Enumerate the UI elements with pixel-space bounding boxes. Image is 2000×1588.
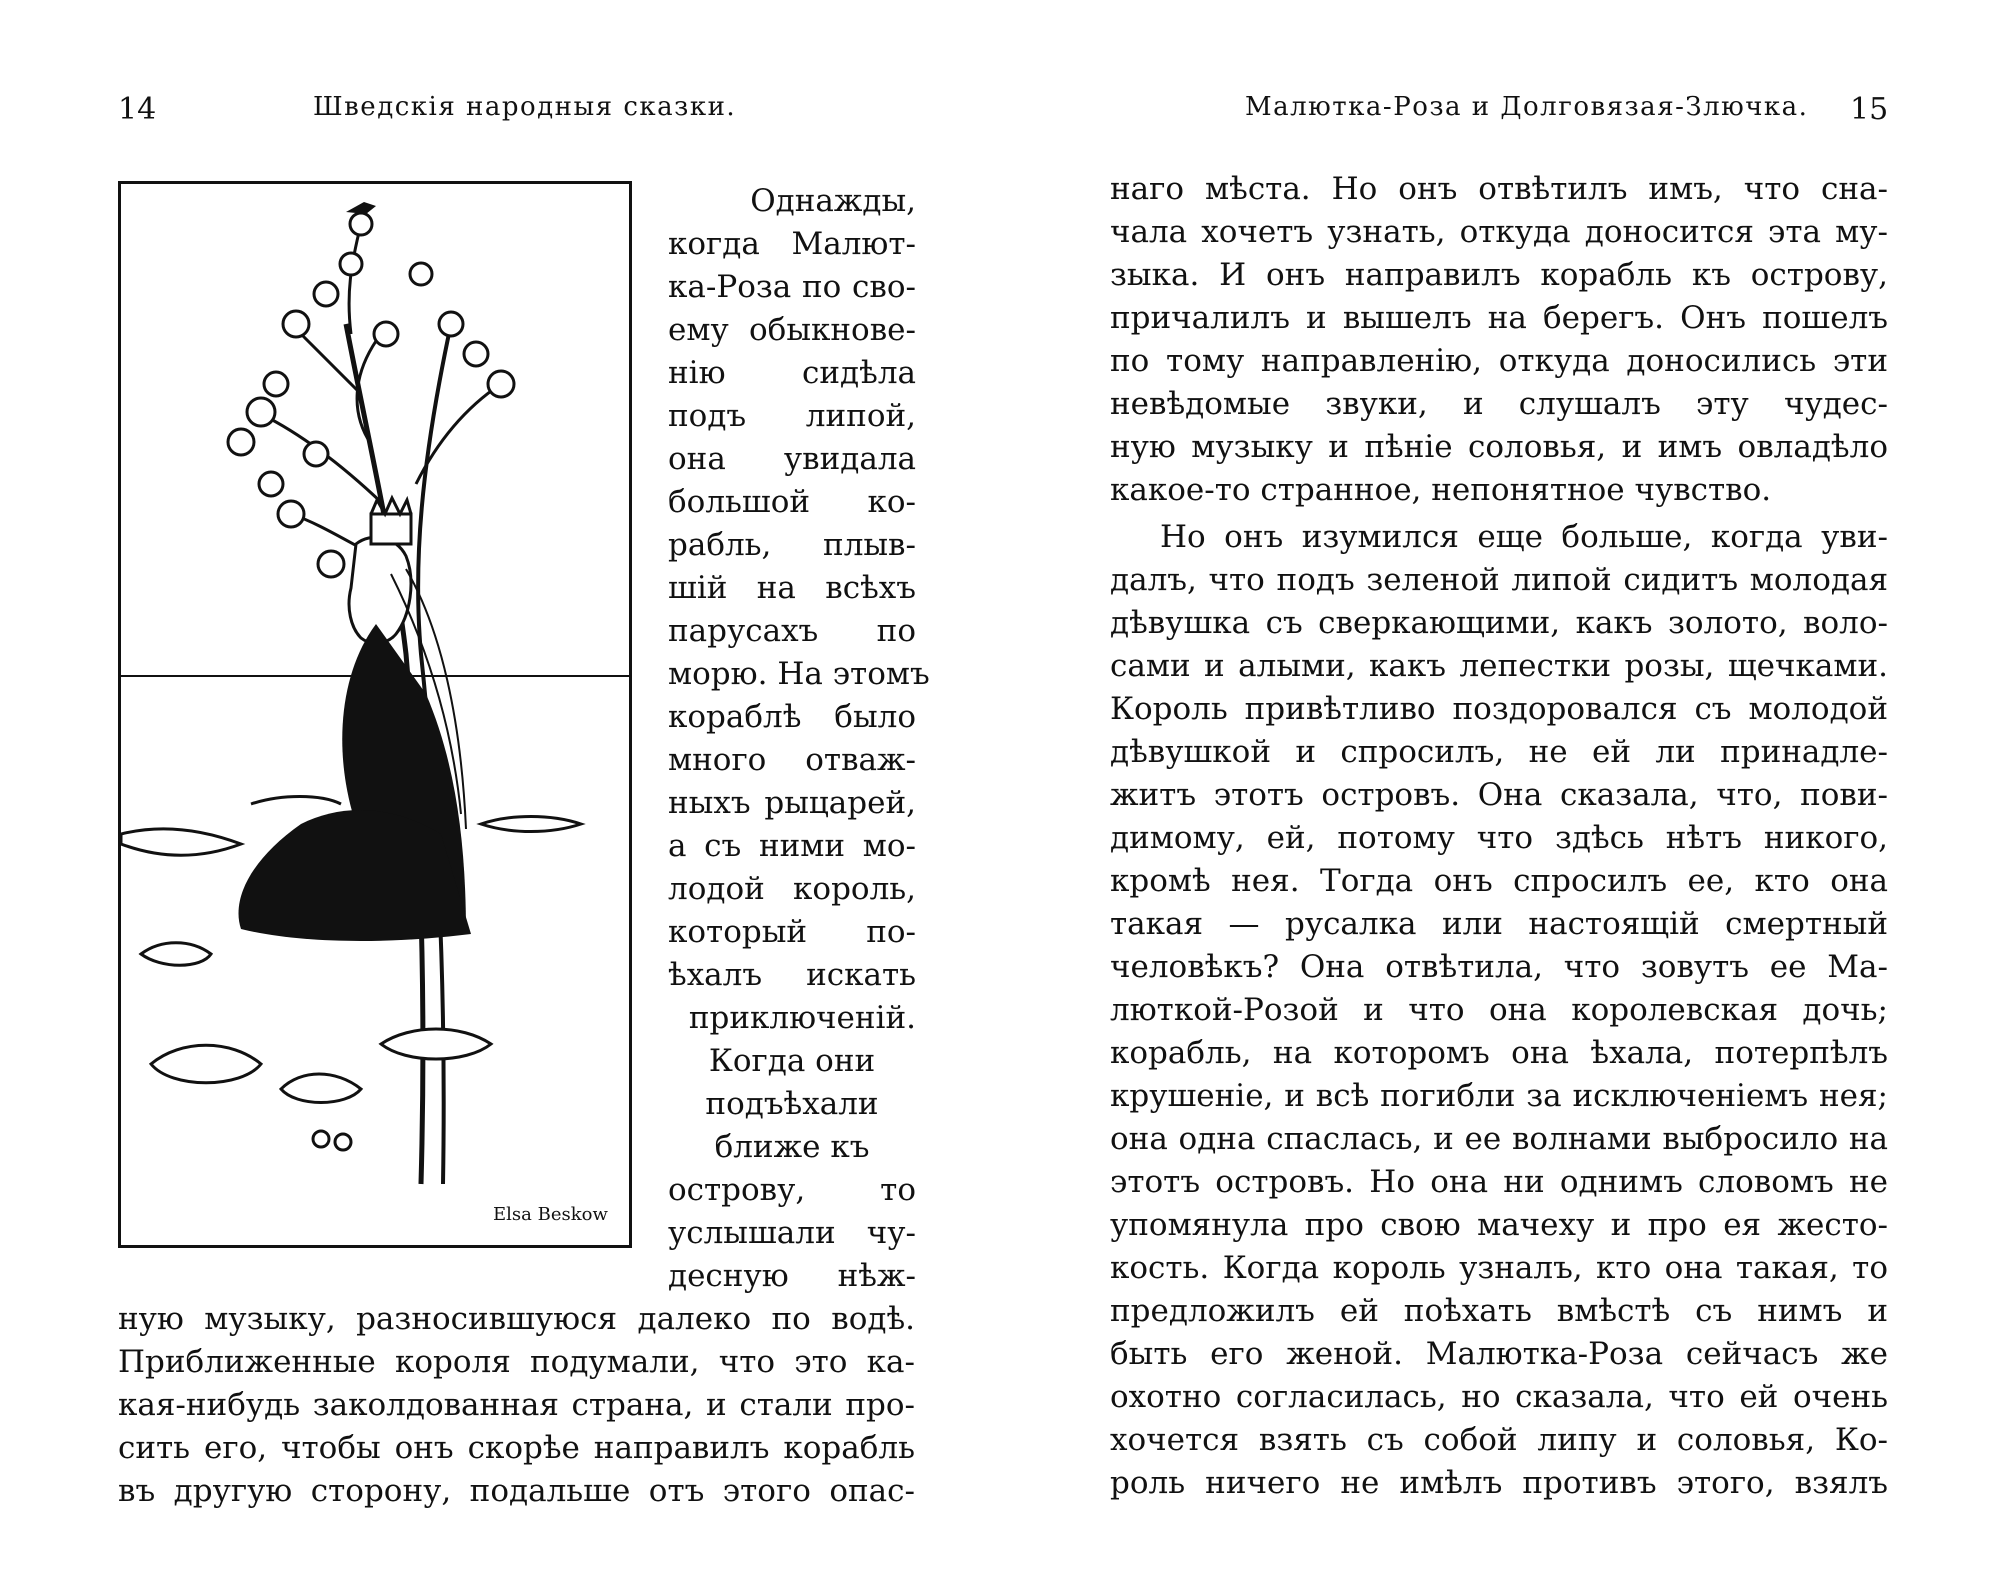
text-line: Но онъ изумился еще больше, когда уви- [1160,519,1888,555]
artist-signature: Elsa Beskow [493,1204,608,1225]
right-page [1000,0,2000,1588]
girl-figure [239,498,472,941]
text-line: парусахъ по [668,613,916,649]
text-line: морю. На этомъ [668,656,930,692]
text-line: ка-Роза по сво- [668,269,916,305]
text-line: предложилъ ей поѣхать вмѣстѣ съ нимъ и [1110,1293,1888,1329]
text-line: много отваж- [668,742,916,778]
right-running-title: Малютка-Роза и Долговязая-Злючка. [1245,92,1809,122]
text-line: лодой король, [668,871,916,907]
text-line: услышали чу- [668,1215,916,1251]
text-line: ему обыкнове- [668,312,916,348]
text-line: житъ этотъ островъ. Она сказала, что, пови- [1110,777,1888,813]
text-line: Когда они [708,1043,876,1079]
text-line: она увидала [668,441,916,477]
text-line: Однажды, [750,183,916,219]
text-line: Король привѣтливо поздоровался съ молодой [1110,691,1888,727]
text-line: приключенiй. [688,1000,916,1036]
text-line: ныхъ рыцарей, [668,785,916,821]
text-line: подъ липой, [668,398,916,434]
text-line: а съ ними мо- [668,828,916,864]
text-line: какое-то странное, непонятное чувство. [1110,472,1772,508]
text-line: десную нѣж- [668,1258,916,1294]
text-line: этотъ островъ. Но она ни однимъ словомъ не [1110,1164,1888,1200]
text-line: дѣвушка съ сверкающими, какъ золото, воло- [1110,605,1888,641]
text-line: сить его, чтобы онъ скорѣе направилъ корабль [118,1430,915,1466]
text-line: большой ко- [668,484,916,520]
text-line: корабль, на которомъ она ѣхала, потерпѣлъ [1110,1035,1888,1071]
text-line: далъ, что подъ зеленой липой сидитъ молодая [1110,562,1888,598]
text-line: кость. Когда король узналъ, кто она такая, то [1110,1250,1888,1286]
text-line: кая-нибудь заколдованная страна, и стали про- [118,1387,915,1423]
text-line: причалилъ и вышелъ на берегъ. Онъ пошелъ [1110,300,1888,336]
right-page-number: 15 [1850,92,1889,127]
text-line: чала хочетъ узнать, откуда доносится эта му- [1110,214,1888,250]
text-line: рабль, плыв- [668,527,916,563]
text-line: сами и алыми, какъ лепестки розы, щечками. [1110,648,1888,684]
text-line: быть его женой. Малютка-Роза сейчасъ же [1110,1336,1888,1372]
text-line: ближе къ [714,1129,870,1165]
illustration-drawing [121,184,629,1245]
text-line: такая — русалка или настоящiй смертный [1110,906,1888,942]
text-line: дѣвушкой и спросилъ, не ей ли принадле- [1110,734,1888,770]
text-line: люткой-Розой и что она королевская дочь; [1110,992,1888,1028]
text-line: ную музыку и пѣнiе соловья, и имъ овладѣло [1110,429,1888,465]
text-line: подъѣхали [705,1086,879,1122]
text-line: нiю сидѣла [668,355,916,391]
text-line: охотно согласилась, но сказала, что ей очень [1110,1379,1888,1415]
text-line: крушенiе, и всѣ погибли за исключенiемъ нея; [1110,1078,1888,1114]
text-line: димому, ей, потому что здѣсь нѣтъ никого, [1110,820,1888,856]
text-line: шiй на всѣхъ [668,570,916,606]
text-line: который по- [668,914,916,950]
text-line: когда Малют- [668,226,916,262]
text-line: человѣкъ? Она отвѣтила, что зовутъ ее Ма- [1110,949,1888,985]
left-running-title: Шведскiя народныя сказки. [313,92,737,122]
text-line: ную музыку, разносившуюся далеко по водѣ. [118,1301,915,1337]
text-line: роль ничего не имѣлъ противъ этого, взялъ [1110,1465,1888,1501]
illustration-girl-under-tree [118,181,632,1248]
text-line: кораблѣ было [668,699,916,735]
text-line: Приближенные короля подумали, что это ка- [118,1344,915,1380]
text-line: зыка. И онъ направилъ корабль къ острову, [1110,257,1888,293]
text-line: острову, то [668,1172,916,1208]
text-line: въ другую сторону, подальше отъ этого опас- [118,1473,915,1509]
text-line: по тому направленiю, откуда доносились эти [1110,343,1888,379]
text-line: кромѣ нея. Тогда онъ спросилъ ее, кто она [1110,863,1888,899]
text-line: наго мѣста. Но онъ отвѣтилъ имъ, что сна- [1110,171,1888,207]
text-line: ѣхалъ искать [668,957,916,993]
text-line: упомянула про свою мачеху и про ея жесто- [1110,1207,1888,1243]
left-page-number: 14 [118,92,157,127]
nightingale [346,202,376,214]
text-line: хочется взять съ собой липу и соловья, Ко- [1110,1422,1888,1458]
text-line: невѣдомые звуки, и слушалъ эту чудес- [1110,386,1888,422]
text-line: она одна спаслась, и ее волнами выбросило на [1110,1121,1888,1157]
